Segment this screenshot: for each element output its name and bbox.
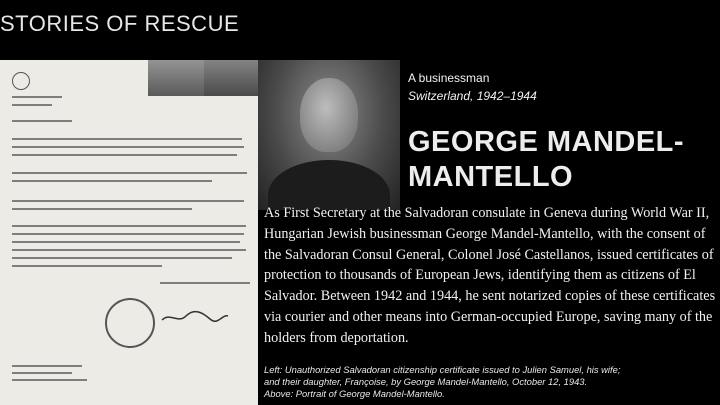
doc-line	[12, 180, 212, 182]
doc-line	[12, 208, 192, 210]
doc-line	[12, 154, 237, 156]
doc-line	[12, 233, 244, 235]
man-photo	[204, 60, 258, 96]
rescuer-name: GEORGE MANDEL-MANTELLO	[408, 126, 685, 193]
woman-photo	[148, 60, 204, 96]
doc-line	[12, 120, 72, 122]
citizenship-certificate-image	[0, 60, 258, 405]
doc-line	[12, 379, 87, 381]
doc-line	[12, 372, 72, 374]
signature-scribble	[160, 310, 230, 324]
slide-title: STORIES OF RESCUE	[0, 11, 240, 36]
consulate-crest	[12, 72, 30, 90]
doc-line	[12, 365, 82, 367]
consulate-seal	[105, 298, 155, 348]
doc-line	[12, 241, 240, 243]
doc-line	[12, 265, 162, 267]
story-body: As First Secretary at the Salvadoran consulate in Geneva during World War II, Hungarian Jewish businessman George Mandel-Mantello, with the consent of the Salvadoran Consul General, Colonel José Castellanos, issued certificates of protection to thousands of European Jews, identifying them as citizens of El Salvador. Between 1942 and 1944, he sent notarized copies of these certificates via courier and other means into German-occupied Europe, saving many of the holders from deportation.	[264, 205, 716, 346]
credit-line: Above: Portrait of George Mandel-Mantello.	[264, 388, 445, 399]
doc-line	[12, 96, 62, 98]
doc-line	[12, 225, 246, 227]
doc-line	[12, 257, 232, 259]
credit-line: Left: Unauthorized Salvadoran citizenship certificate issued to Julien Samuel, his wife;	[264, 364, 621, 375]
doc-line	[12, 249, 246, 251]
doc-line	[12, 146, 244, 148]
caption-occupation: A businessman	[408, 71, 490, 85]
doc-line	[12, 172, 247, 174]
doc-line	[160, 282, 250, 284]
caption	[408, 69, 537, 105]
caption-place-date: Switzerland, 1942–1944	[408, 89, 537, 103]
certificate-photos	[148, 60, 256, 96]
portrait-face	[300, 78, 358, 152]
portrait-photo	[258, 60, 400, 210]
doc-line	[12, 104, 52, 106]
image-credit	[264, 364, 716, 400]
credit-line: and their daughter, Françoise, by George Mandel-Mantello, October 12, 1943.	[264, 376, 588, 387]
doc-line	[12, 200, 244, 202]
doc-line	[12, 138, 242, 140]
